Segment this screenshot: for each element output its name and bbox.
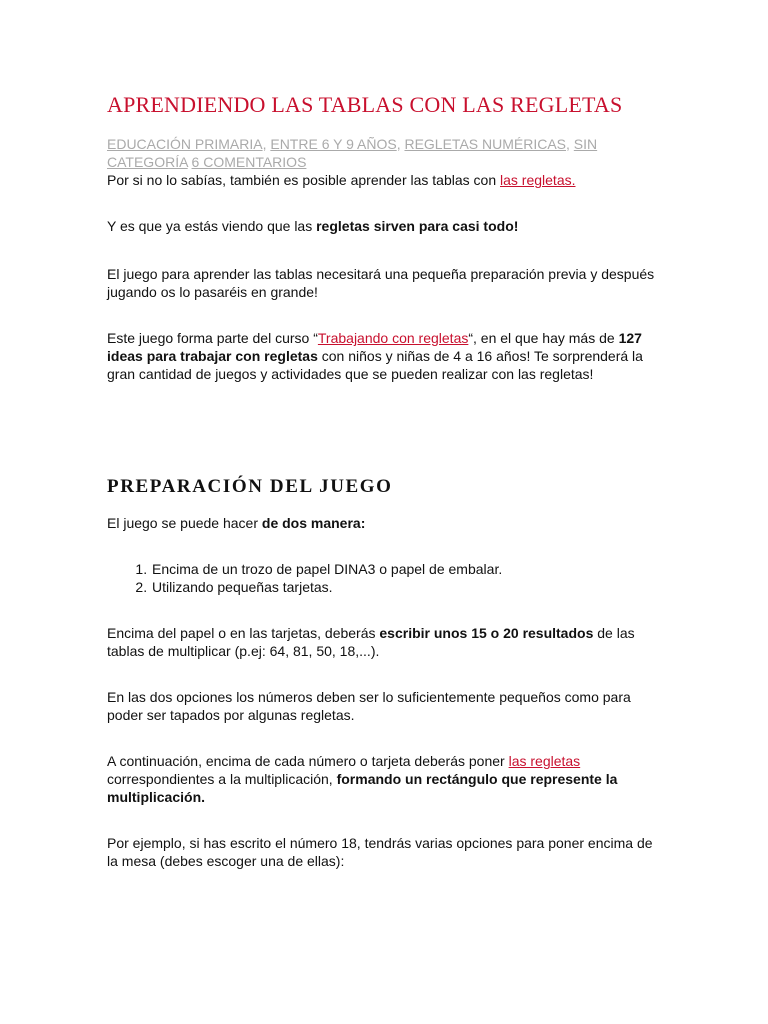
category-link-educacion-primaria[interactable]: EDUCACIÓN PRIMARIA [107, 136, 263, 152]
list-item: 1. Encima de un trozo de papel DINA3 o papel de embalar. [151, 560, 667, 578]
category-link-entre-6-y-9[interactable]: ENTRE 6 Y 9 AÑOS [270, 136, 397, 152]
bold-text: de dos manera: [261, 515, 366, 531]
bold-text: formando un rectángulo que represente la multiplicación. [107, 771, 618, 805]
article [107, 92, 667, 870]
regletas-link[interactable]: las regletas. [500, 172, 576, 188]
section-paragraph-1: El juego se puede hacer de dos manera: [107, 515, 366, 531]
course-link[interactable]: Trabajando con regletas [317, 330, 469, 346]
regletas-link[interactable]: las regletas [508, 753, 581, 769]
options-list [107, 560, 667, 596]
category-link-regletas-numericas[interactable]: REGLETAS NUMÉRICAS [404, 136, 567, 152]
section-heading: PREPARACIÓN DEL JUEGO [107, 476, 393, 497]
bold-text: 127 ideas para trabajar con regletas [107, 330, 642, 364]
section-paragraph-3: En las dos opciones los números deben ser lo suficientemente pequeños como para poder ser tapados por algunas regletas. [107, 689, 631, 723]
category-link-sin-categoria[interactable]: SIN CATEGORÍA [107, 136, 598, 170]
bold-text: regletas sirven para casi todo! [316, 218, 519, 234]
intro-paragraph-2: Y es que ya estás viendo que las regletas sirven para casi todo! [107, 218, 519, 234]
section-paragraph-5: Por ejemplo, si has escrito el número 18, tendrás varias opciones para poner encima de la mesa (debes escoger una de ellas): [107, 835, 653, 869]
intro-paragraph-4: Este juego forma parte del curso “Trabajando con regletas“, en el que hay más de 127 ideas para trabajar con regletas con niños y niñas de 4 a 16 años! Te sorprenderá la gran cantidad de juegos y actividades que se pueden realizar con las regletas! [107, 330, 643, 382]
bold-text: escribir unos 15 o 20 resultados [379, 625, 594, 641]
intro-paragraph-3: El juego para aprender las tablas necesitará una pequeña preparación previa y después jugando os lo pasaréis en grande! [107, 266, 655, 300]
section-paragraph-4: A continuación, encima de cada número o tarjeta deberás poner las regletas correspondientes a la multiplicación, formando un rectángulo que represente la multiplicación. [107, 753, 618, 805]
post-title: APRENDIENDO LAS TABLAS CON LAS REGLETAS [107, 92, 623, 117]
comments-link[interactable]: 6 COMENTARIOS [191, 154, 307, 170]
post-categories: EDUCACIÓN PRIMARIA, ENTRE 6 Y 9 AÑOS, REGLETAS NUMÉRICAS, SIN CATEGORÍA 6 COMENTARIOS [107, 136, 598, 170]
list-item: 2. Utilizando pequeñas tarjetas. [151, 578, 667, 596]
intro-paragraph-1: Por si no lo sabías, también es posible aprender las tablas con las regletas. [107, 172, 576, 188]
section-paragraph-2: Encima del papel o en las tarjetas, deberás escribir unos 15 o 20 resultados de las tablas de multiplicar (p.ej: 64, 81, 50, 18,...). [107, 625, 635, 659]
